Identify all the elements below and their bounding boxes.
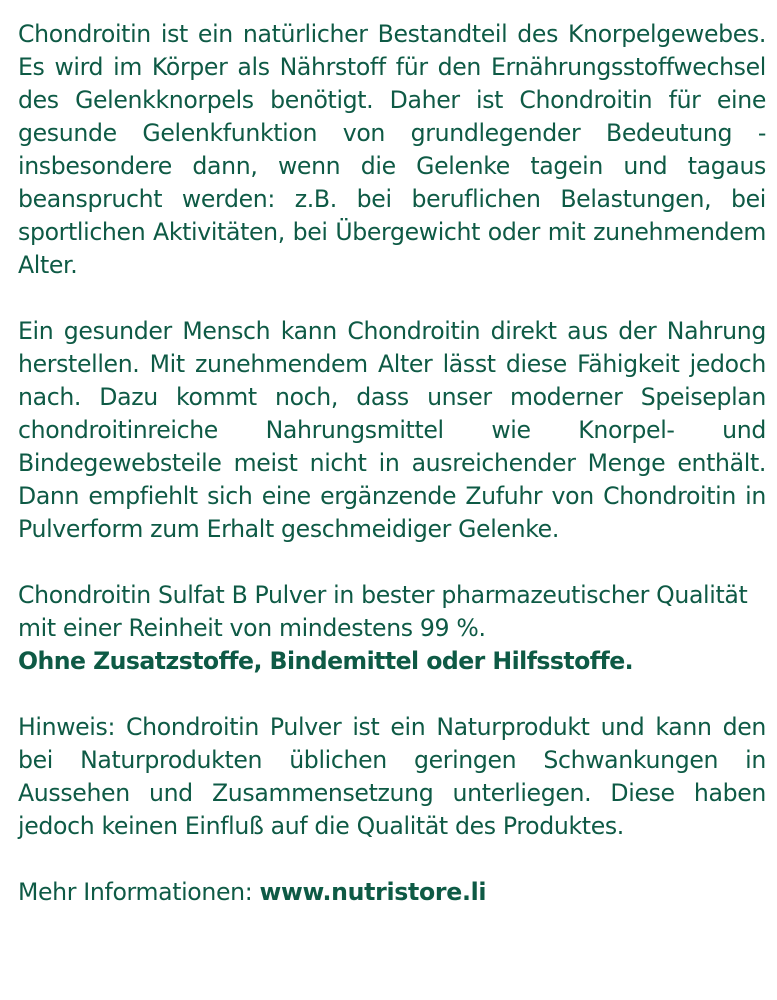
more-information-label: Mehr Informationen: (18, 878, 260, 906)
website-link[interactable]: www.nutristore.li (259, 878, 487, 906)
quality-text: Chondroitin Sulfat B Pulver in bester pharmazeutischer Qualität mit einer Reinheit von mindestens 99 %. (18, 581, 748, 642)
more-information (18, 876, 766, 909)
paragraph-notice: Hinweis: Chondroitin Pulver ist ein Naturprodukt und kann den bei Naturprodukten üblichen geringen Schwankungen in Aussehen und Zusammensetzung unterliegen. Diese haben jedoch keinen Einfluß auf die Qualität des Produktes. (18, 713, 766, 840)
product-description (18, 18, 766, 909)
quality-highlight: Ohne Zusatzstoffe, Bindemittel oder Hilfsstoffe. (18, 647, 634, 675)
paragraph-intro: Chondroitin ist ein natürlicher Bestandteil des Knorpelgewebes. Es wird im Körper als Nährstoff für den Ernährungsstoffwechsel des Gelenkknorpels benötigt. Daher ist Chondroitin für eine gesunde Gelenkfunktion von grundlegender Bedeutung - insbesondere dann, wenn die Gelenke tagein und tagaus beansprucht werden: z.B. bei beruflichen Belastungen, bei sportlichen Aktivitäten, bei Übergewicht oder mit zunehmendem Alter. (18, 20, 766, 279)
paragraph-quality (18, 579, 766, 678)
paragraph-nutrition: Ein gesunder Mensch kann Chondroitin direkt aus der Nahrung herstellen. Mit zunehmendem Alter lässt diese Fähigkeit jedoch nach. Dazu kommt noch, dass unser moderner Speiseplan chondroitinreiche Nahrungsmittel wie Knorpel- und Bindegewebsteile meist nicht in ausreichender Menge enthält. Dann empfiehlt sich eine ergänzende Zufuhr von Chondroitin in Pulverform zum Erhalt geschmeidiger Gelenke. (18, 317, 766, 543)
